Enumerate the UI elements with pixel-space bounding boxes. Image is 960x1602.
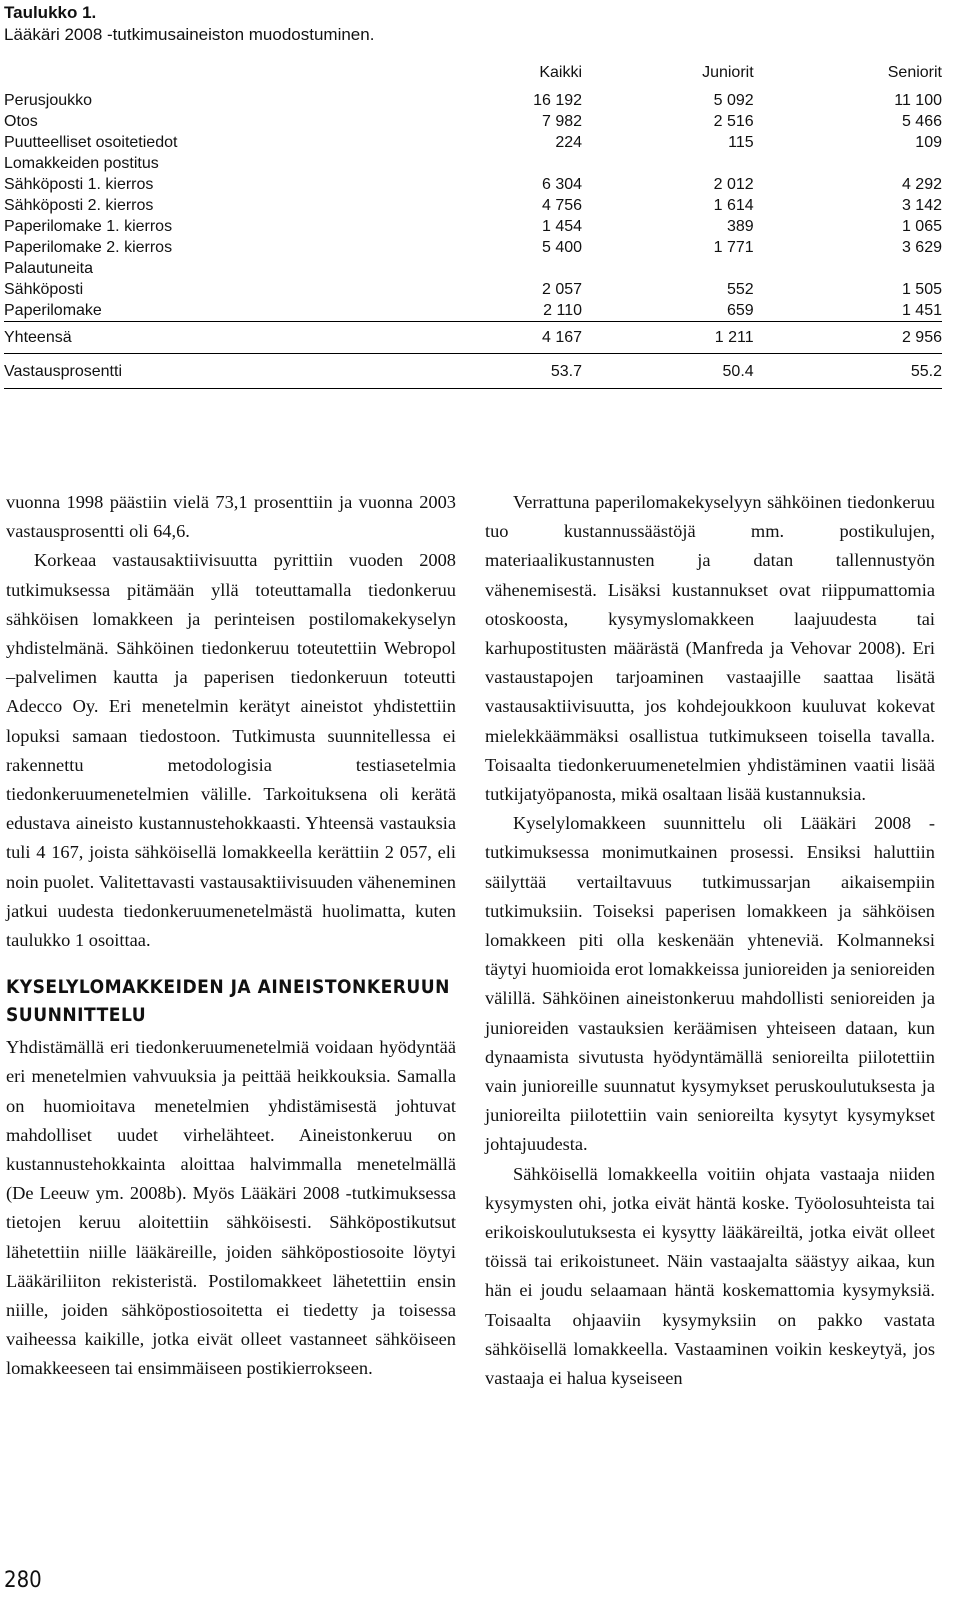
- table-cell: 4 756: [541, 197, 583, 214]
- data-table: [4, 62, 942, 389]
- table-cell: 2 057: [541, 281, 583, 298]
- table-cell: 16 192: [533, 92, 583, 109]
- table-cell: Yhteensä: [4, 322, 411, 354]
- table-cell: 389: [726, 218, 754, 235]
- header-cell: Kaikki: [539, 64, 583, 81]
- table-total-row: [4, 322, 942, 354]
- table-cell: Lomakkeiden postitus: [4, 155, 159, 172]
- table-row: [4, 153, 942, 174]
- table-cell: 109: [915, 134, 942, 151]
- table-cell: Puutteelliset osoitetiedot: [4, 134, 178, 151]
- table-cell: [582, 153, 754, 174]
- table-cell: 50.4: [582, 354, 754, 389]
- table-cell: 3 142: [901, 197, 942, 214]
- table-response-rate-row: [4, 354, 942, 389]
- table-cell: 1 454: [541, 218, 583, 235]
- table-cell: 4 292: [901, 176, 942, 193]
- paragraph: vuonna 1998 päästiin vielä 73,1 prosenttiin ja vuonna 2003 vastausprosentti oli 64,6.: [6, 492, 456, 542]
- table-cell: Sähköposti 1. kierros: [4, 176, 154, 193]
- table-cell: 1 451: [901, 302, 942, 319]
- table-cell: 3 629: [901, 239, 942, 256]
- table-cell: 5 092: [713, 92, 754, 109]
- table-row: [4, 111, 942, 132]
- table-cell: 5 466: [901, 113, 942, 130]
- table-cell: 53.7: [411, 354, 582, 389]
- table-cell: Paperilomake 1. kierros: [4, 218, 173, 235]
- table-cell: Sähköposti: [4, 281, 84, 298]
- table-cell: 4 167: [411, 322, 582, 354]
- left-text-column: [6, 488, 456, 1384]
- table-cell: 1 505: [901, 281, 942, 298]
- table-cell: [754, 153, 942, 174]
- table-cell: Sähköposti 2. kierros: [4, 197, 154, 214]
- table-caption: [4, 2, 374, 46]
- table-cell: Perusjoukko: [4, 92, 93, 109]
- table-cell: Vastausprosentti: [4, 354, 411, 389]
- table-cell: 115: [728, 134, 754, 151]
- table-row: [4, 300, 942, 322]
- table-cell: Palautuneita: [4, 260, 93, 277]
- table-cell: 1 614: [713, 197, 754, 214]
- page-number: 280: [4, 1568, 42, 1593]
- table-subtitle: Lääkäri 2008 -tutkimusaineiston muodostuminen.: [4, 25, 375, 44]
- table-cell: 2 516: [713, 113, 754, 130]
- right-text-column: [485, 488, 935, 1393]
- table-cell: Paperilomake 2. kierros: [4, 239, 173, 256]
- table-row: [4, 132, 942, 153]
- table-header-row: [4, 62, 942, 90]
- table-row: [4, 216, 942, 237]
- paragraph: Korkeaa vastausaktiivisuutta pyrittiin vuoden 2008 tutkimuksessa pitämään yllä toteuttamalla tiedonkeruu sähköisen lomakkeen ja perinteisen postilomakekyselyn yhdistelmänä. Sähköinen tiedonkeruu toteutettiin Webropol –palvelimen kautta ja paperisen tiedonkeruun toteutti Adecco Oy. Eri menetelmin kerätyt aineistot yhdistettiin lopuksi samaan tiedostoon. Tutkimusta suunnitellessa ei rakennettu metodologisia testiasetelmia tiedonkeruumenetelmien välille. Tarkoituksena oli kerätä edustava aineisto kustannustehokkaasti. Yhteensä vastauksia tuli 4 167, joista sähköisellä lomakkeella kerättiin 2 057, eli noin puolet. Valitettavasti vastausaktiivisuuden väheneminen jatkui uudesta tiedonkeruumenetelmästä huolimatta, kuten taulukko 1 osoittaa.: [6, 550, 456, 951]
- header-cell: Seniorit: [887, 64, 942, 81]
- table-body: [4, 90, 942, 322]
- table-row: [4, 279, 942, 300]
- table-cell: 2 956: [754, 322, 942, 354]
- table-cell: 55.2: [754, 354, 942, 389]
- table-cell: 1 065: [901, 218, 942, 235]
- paragraph: Verrattuna paperilomakekyselyyn sähköinen tiedonkeruu tuo kustannussäästöjä mm. postikulujen, materiaalikustannusten ja datan tallennustyön vähenemisestä. Lisäksi kustannukset ovat riippumattomia otoskoosta, kysymyslomakkeen laajuudesta tai karhupostitusten määrästä (Manfreda ja Vehovar 2008). Eri vastaustapojen tarjoaminen vastaajille saattaa lisätä vastausaktiivisuutta, jos kohdejoukkoon kuuluvat kokevat mielekkäämmäksi osallistua tutkimukseen toisella tavalla. Toisaalta tiedonkeruumenetelmien yhdistäminen vaatii lisää tutkijatyöpanosta, mikä osaltaan lisää kustannuksia.: [485, 492, 935, 805]
- table-title: Taulukko 1.: [4, 3, 97, 22]
- table-cell: 224: [555, 134, 583, 151]
- table-cell: [411, 153, 582, 174]
- table-cell: 6 304: [541, 176, 583, 193]
- table-row: [4, 90, 942, 111]
- paragraph: Kyselylomakkeen suunnittelu oli Lääkäri 2008 -tutkimuksessa monimutkainen prosessi. Ensiksi haluttiin säilyttää vertailtavuus tutkimussarjan aikaisempiin tutkimuksiin. Toiseksi paperisen lomakkeen ja sähköisen lomakkeen piti olla keskenään yhteneviä. Kolmanneksi täytyi huomioida erot lomakkeissa junioreiden ja senioreiden välillä. Sähköinen aineistonkeruu mahdollisti senioreiden ja junioreiden vastauksien keräämisen yhteiseen dataan, kun dynaamista sivutusta hyödyntämällä senioreilta piilotettiin vain junioreille suunnatut kysymykset peruskoulutuksesta ja junioreilta piilotettiin vain senioreilta kysytyt kysymykset johtajuudesta.: [485, 813, 935, 1155]
- table-row: [4, 258, 942, 279]
- table-cell: 1 211: [582, 322, 754, 354]
- paragraph: Sähköisellä lomakkeella voitiin ohjata vastaaja niiden kysymysten ohi, jotka eivät häntä koske. Työolosuhteista tai erikoiskoulutuksesta ei kysytty lääkäreiltä, jotka eivät olleet töissä tai erikoistuneet. Näin vastaajalta säästyy aikaa, kun hän ei joudu selaamaan häntä koskemattomia kysymyksiä. Toisaalta ohjaaviin kysymyksiin on pakko vastata sähköisellä lomakkeella. Vastaaminen voikin keskeytyä, jos vastaaja ei halua kyseiseen: [485, 1163, 935, 1389]
- table-cell: 2 110: [543, 302, 583, 319]
- section-heading: KYSELYLOMAKKEIDEN JA AINEISTONKERUUN SUUNNITTELU: [6, 976, 450, 1027]
- table-row: [4, 174, 942, 195]
- table-cell: 7 982: [541, 113, 583, 130]
- table-cell: 2 012: [713, 176, 754, 193]
- table-cell: Otos: [4, 113, 38, 130]
- table-cell: 552: [726, 281, 754, 298]
- table-row: [4, 237, 942, 258]
- table-cell: Paperilomake: [4, 302, 102, 319]
- table-cell: 11 100: [894, 92, 942, 109]
- table-cell: [582, 258, 754, 279]
- table-cell: 659: [726, 302, 754, 319]
- paragraph: Yhdistämällä eri tiedonkeruumenetelmiä voidaan hyödyntää eri menetelmien vahvuuksia ja peittää heikkouksia. Samalla on huomioitava menetelmien yhdistämisestä johtuvat mahdolliset uudet virhelähteet. Aineistonkeruu on kustannustehokkainta aloittaa halvimmalla menetelmällä (De Leeuw ym. 2008b). Myös Lääkäri 2008 -tutkimuksessa tietojen keruu aloitettiin sähköisesti. Sähköpostikutsut lähetettiin niille lääkäreille, joiden sähköpostiosoite löytyi Lääkäriliiton rekisteristä. Postilomakkeet lähetettiin ensin niille, joiden sähköpostiosoitetta ei tiedetty ja toisessa vaiheessa kaikille, jotka eivät olleet vastanneet sähköiseen lomakkeeseen tai ensimmäiseen postikierrokseen.: [6, 1037, 456, 1379]
- header-cell: Juniorit: [702, 64, 754, 81]
- table-cell: 5 400: [541, 239, 583, 256]
- header-cell: [4, 62, 411, 90]
- table-cell: 1 771: [713, 239, 754, 256]
- table-row: [4, 195, 942, 216]
- table-cell: [411, 258, 582, 279]
- table-cell: [754, 258, 942, 279]
